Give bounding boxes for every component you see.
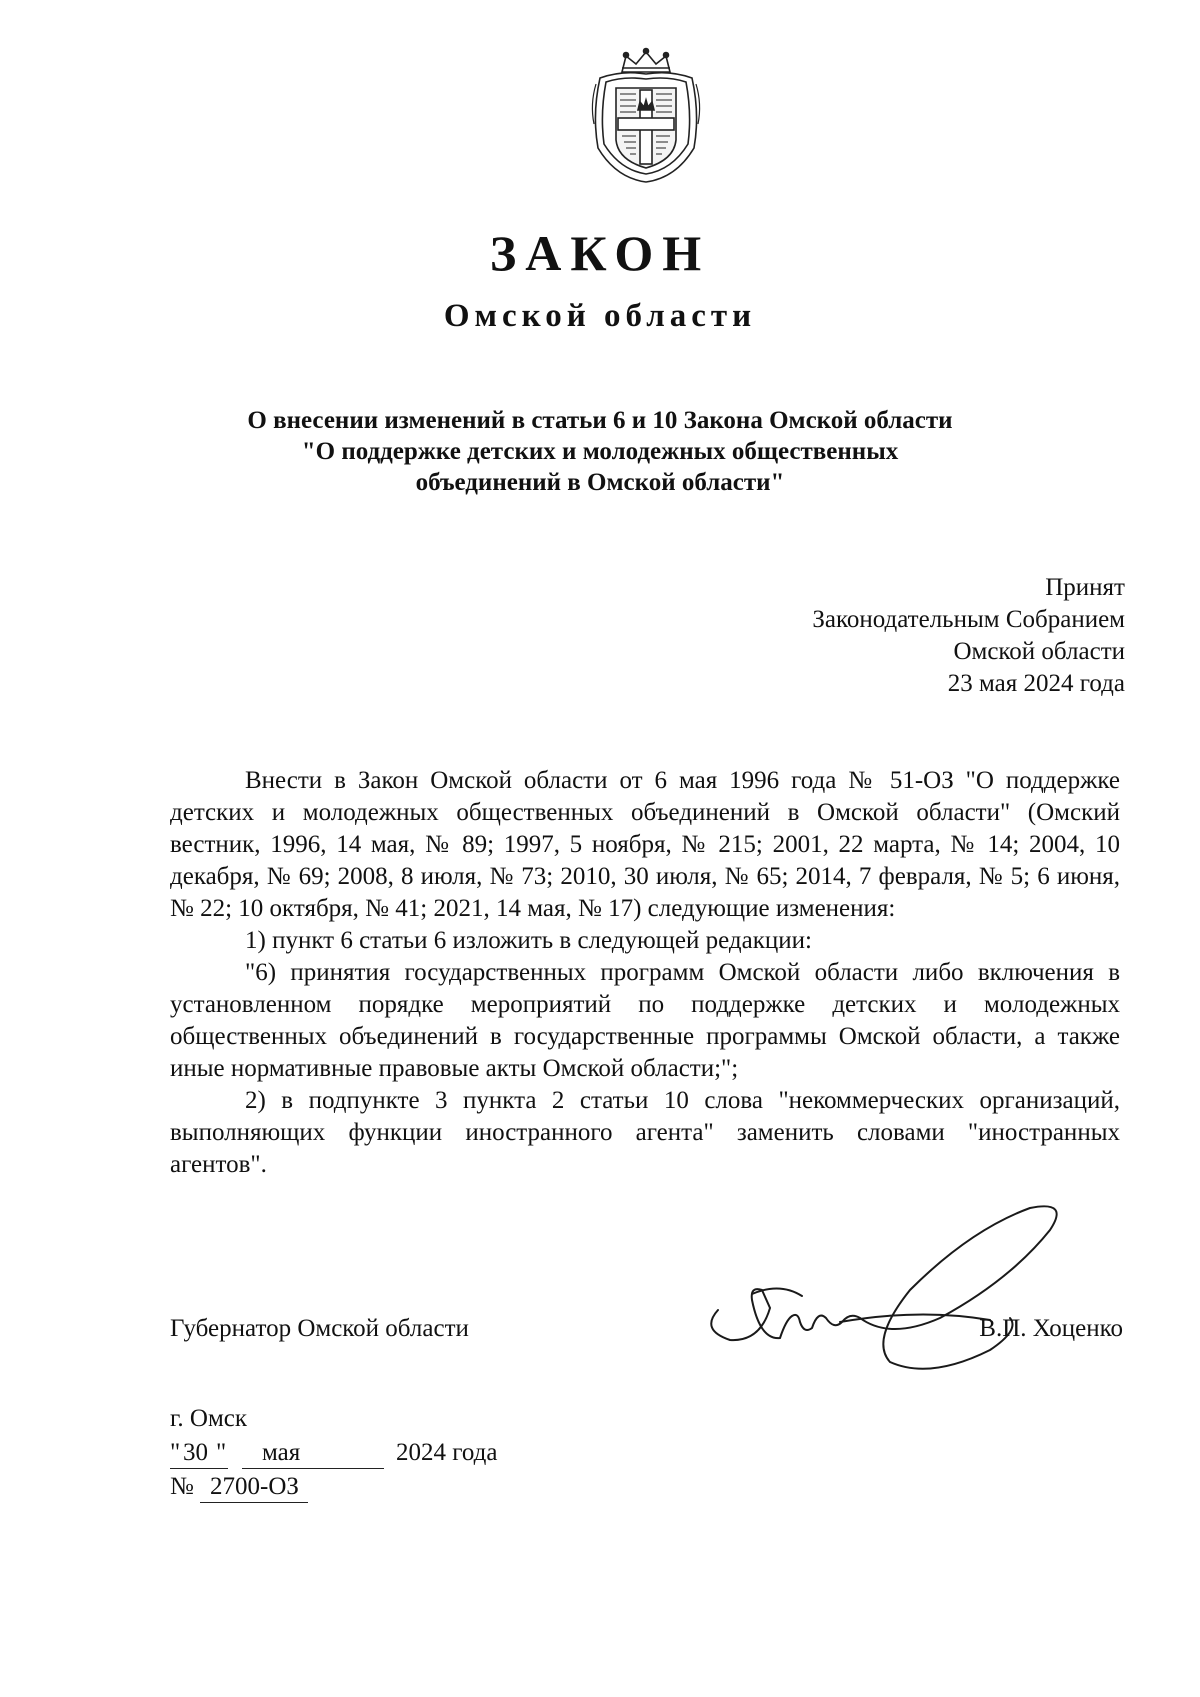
signing-date: [170, 1437, 570, 1471]
governor-position: Губернатор Омской области: [170, 1315, 469, 1342]
number-sign: №: [170, 1473, 194, 1500]
law-number-value: 2700-ОЗ: [210, 1473, 299, 1500]
law-title-line: "О поддержке детских и молодежных общественных: [301, 438, 899, 465]
date-day-underline: [170, 1468, 228, 1469]
adoption-line: Законодательным Собранием: [812, 606, 1125, 633]
law-title-line: объединений в Омской области": [415, 469, 785, 496]
adoption-line: Принят: [1045, 574, 1125, 601]
adoption-date: 23 мая 2024 года: [947, 670, 1125, 697]
signing-place: г. Омск: [170, 1405, 248, 1432]
intro-paragraph: Внести в Закон Омской области от 6 мая 1996 года № 51-ОЗ "О поддержке детских и молодежных общественных объединений в Омской области" (Омский вестник, 1996, 14 мая, № 89; 1997, 5 ноября, № 215; 2001, 22 марта, № 14; 2004, 10 декабря, № 69; 2008, 8 июля, № 73; 2010, 30 июля, № 65; 2014, 7 февраля, № 5; 6 июня, № 22; 10 октября, № 41; 2021, 14 мая, № 17) следующие изменения:: [170, 767, 1120, 922]
law-number-underline: [200, 1502, 308, 1503]
document-type-heading: ЗАКОН: [489, 225, 711, 281]
law-number: [170, 1471, 470, 1505]
law-body: [170, 765, 1120, 1181]
date-quote-close: ": [216, 1439, 227, 1466]
handwritten-signature: [690, 1190, 1110, 1390]
amendment-item-1: 1) пункт 6 статьи 6 изложить в следующей редакции:: [245, 927, 812, 954]
law-title: [160, 405, 1040, 498]
date-year: 2024 года: [396, 1439, 498, 1466]
amendment-item-2: 2) в подпункте 3 пункта 2 статьи 10 слова "некоммерческих организаций, выполняющих функции иностранного агента" заменить словами "иностранных агентов".: [170, 1087, 1120, 1178]
law-title-line: О внесении изменений в статьи 6 и 10 Закона Омской области: [247, 407, 953, 434]
omsk-oblast-coat-of-arms-icon: [586, 44, 706, 184]
adoption-block: [812, 572, 1125, 700]
governor-name: В.П. Хоценко: [979, 1315, 1123, 1342]
date-quote-open: ": [170, 1439, 181, 1466]
amendment-item-1-text: "6) принятия государственных программ Омской области либо включения в установленном порядке мероприятий по поддержке детских и молодежных общественных объединений в государственные программы Омской области, а также иные нормативные правовые акты Омской области;";: [170, 959, 1120, 1082]
date-month-underline: [242, 1468, 384, 1469]
date-month: мая: [262, 1439, 301, 1466]
date-day: 30: [183, 1439, 208, 1466]
region-subheading: Омской области: [443, 298, 757, 334]
adoption-line: Омской области: [953, 638, 1125, 665]
